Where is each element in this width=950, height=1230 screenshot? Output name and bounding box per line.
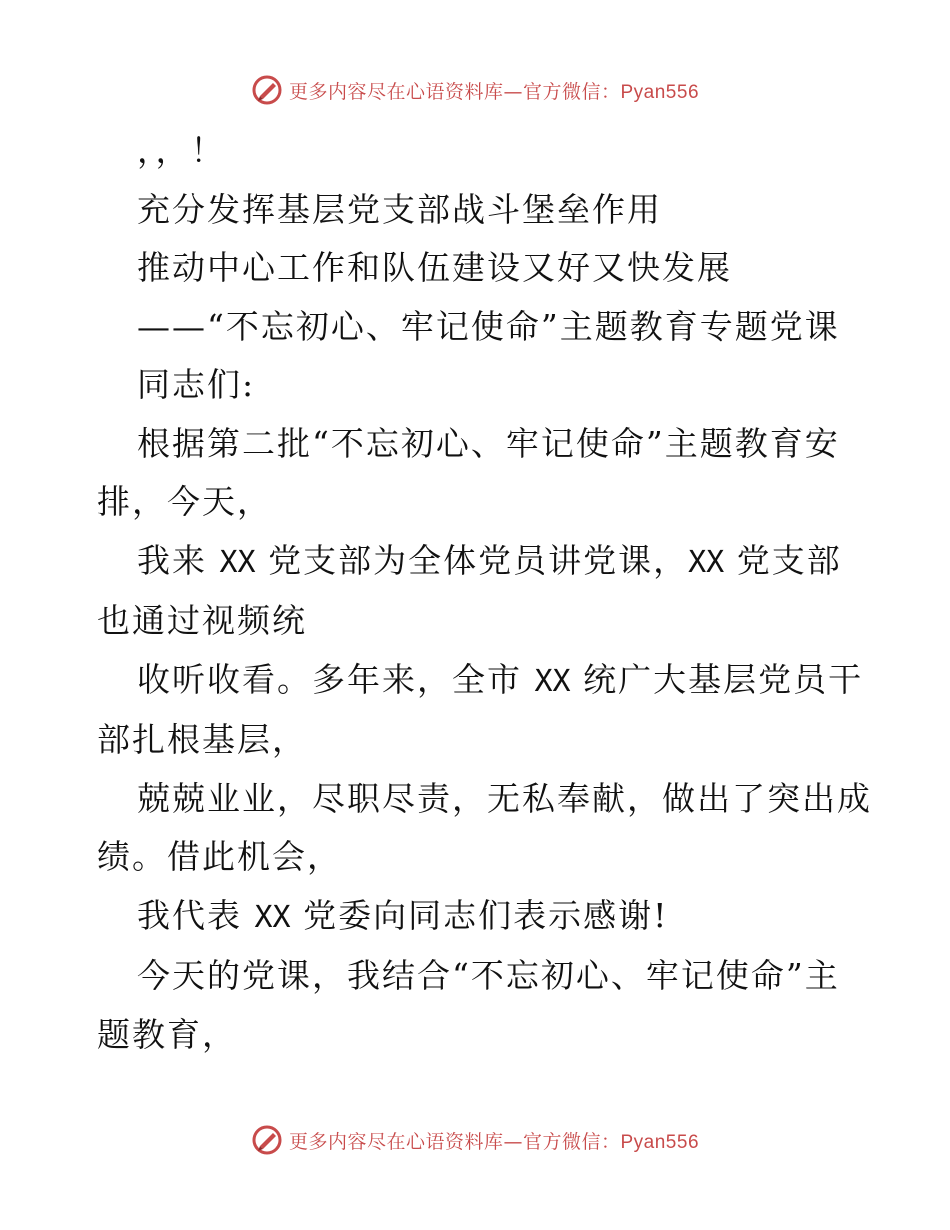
- line-segment: 党委向同志们表示感谢!: [290, 895, 669, 935]
- document-line: [97, 592, 857, 651]
- document-line: [97, 181, 857, 240]
- brand-logo-icon: [251, 1124, 283, 1156]
- line-segment: XX: [534, 663, 571, 699]
- document-line: [97, 887, 857, 948]
- line-text: 也通过视频统: [97, 601, 307, 640]
- line-segment: 党支部为全体党员讲党课，: [255, 540, 689, 580]
- line-segment: XX: [688, 544, 725, 580]
- document-body: [97, 122, 872, 1064]
- document-line: [97, 711, 857, 770]
- document-line: [97, 415, 857, 474]
- watermark-text: 更多内容尽在心语资料库—官方微信：Pyan556: [288, 1130, 700, 1153]
- footer-watermark: [0, 1120, 950, 1160]
- document-line: [97, 356, 857, 415]
- line-segment: XX: [219, 544, 256, 580]
- line-segment: 统广大基层党员干: [570, 659, 864, 699]
- line-text: ——“不忘初心、牢记使命”主题教育专题党课: [137, 306, 840, 346]
- document-line: [97, 651, 864, 712]
- line-segment: 党支部: [724, 540, 842, 580]
- document-line: [97, 532, 857, 593]
- line-text: 根据第二批“不忘初心、牢记使命”主题教育安: [137, 423, 840, 463]
- line-text: 绩。借此机会，: [97, 837, 342, 876]
- watermark-text: 更多内容尽在心语资料库—官方微信：Pyan556: [288, 80, 700, 103]
- line-text: 同志们:: [137, 365, 256, 404]
- document-line: [97, 1006, 857, 1065]
- line-text: ，，！: [137, 131, 226, 170]
- line-text: 题教育，: [97, 1014, 237, 1054]
- document-line: [97, 298, 857, 357]
- line-segment: 我来: [137, 540, 220, 580]
- line-segment: XX: [254, 899, 291, 935]
- document-line: [97, 122, 857, 181]
- line-segment: 收听收看。多年来，全市: [137, 659, 535, 699]
- line-text: 充分发挥基层党支部战斗堡垒作用: [137, 189, 662, 229]
- line-text: 兢兢业业，尽职尽责，无私奉献，做出了突出成: [137, 778, 872, 818]
- document-line: [97, 947, 857, 1006]
- document-line: [97, 828, 857, 887]
- document-line: [97, 239, 857, 298]
- line-segment: 我代表: [137, 895, 255, 935]
- brand-logo-icon: [251, 74, 283, 106]
- document-line: [97, 473, 857, 532]
- line-text: 部扎根基层，: [97, 720, 307, 759]
- line-text: 今天的党课，我结合“不忘初心、牢记使命”主: [137, 956, 840, 995]
- line-text: 推动中心工作和队伍建设又好又快发展: [137, 248, 732, 287]
- document-line: [97, 770, 872, 829]
- line-text: 排，今天，: [97, 482, 272, 521]
- header-watermark: [0, 70, 950, 110]
